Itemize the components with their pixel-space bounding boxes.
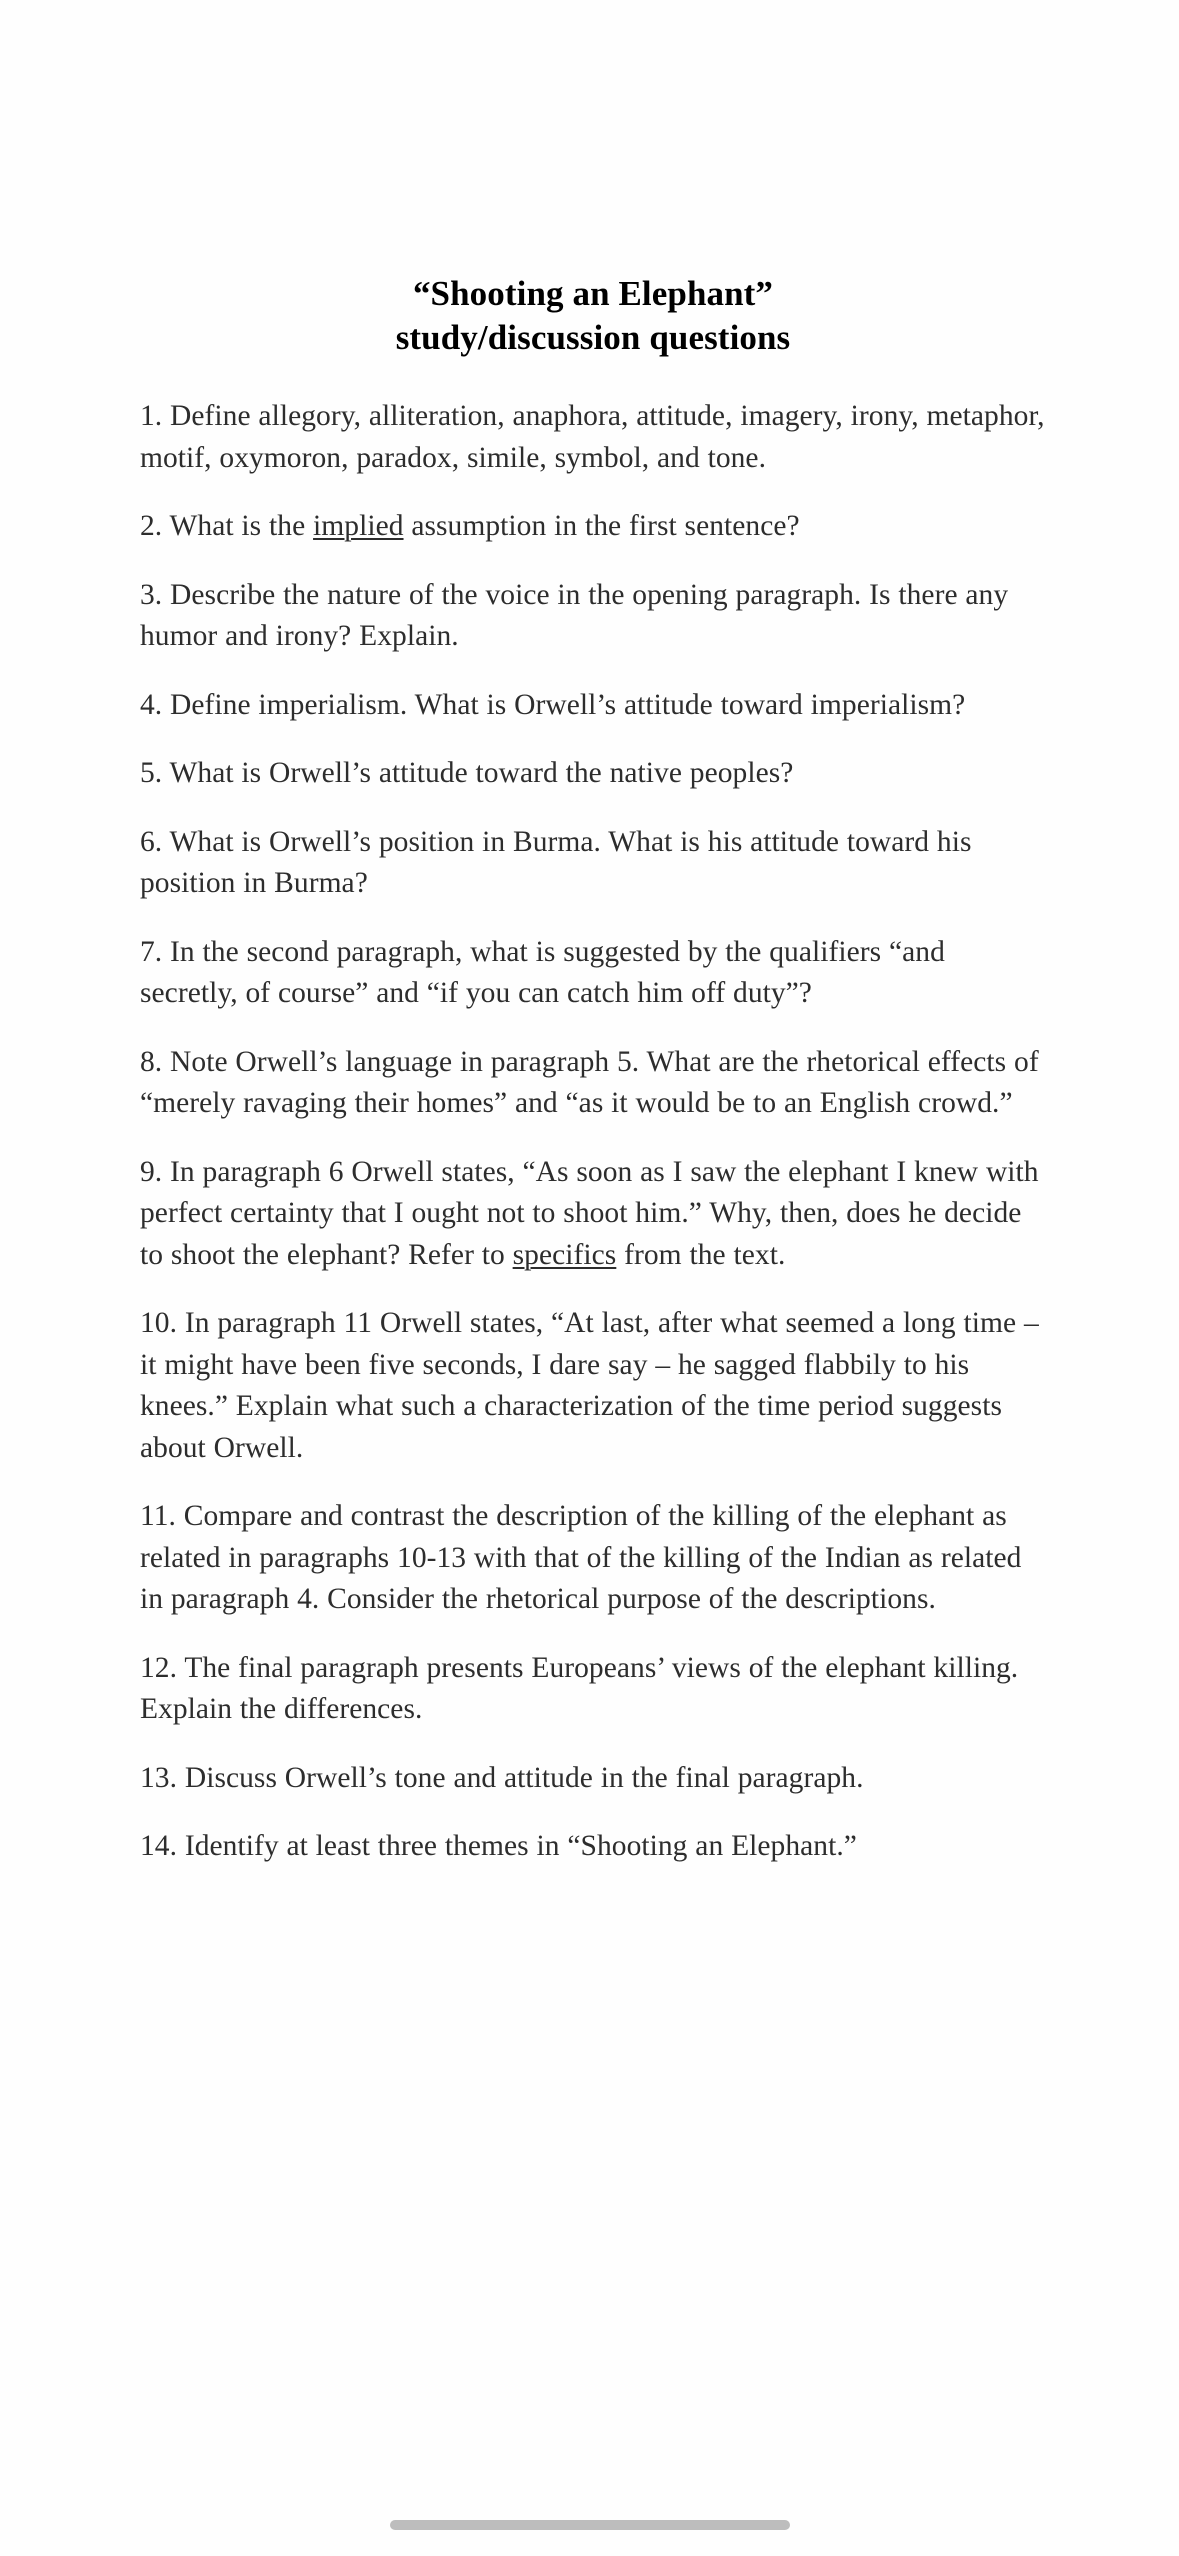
home-indicator-area	[0, 2486, 1179, 2556]
question-item: 13. Discuss Orwell’s tone and attitude in the final paragraph.	[140, 1761, 864, 1794]
document-body	[140, 0, 1046, 1868]
page-title-line-2: study/discussion questions	[395, 318, 791, 357]
question-item: 2. What is the implied assumption in the first sentence?	[140, 510, 800, 542]
question-item: 6. What is Orwell’s position in Burma. What is his attitude toward his position in Burma?	[140, 825, 972, 899]
question-item: 14. Identify at least three themes in “Shooting an Elephant.”	[140, 1830, 857, 1862]
home-indicator[interactable]	[390, 2520, 790, 2530]
question-item: 7. In the second paragraph, what is suggested by the qualifiers “and secretly, of course” and “if you can catch him off duty”?	[140, 935, 945, 1009]
page-title-line-1: “Shooting an Elephant”	[412, 274, 774, 313]
question-item: 4. Define imperialism. What is Orwell’s attitude toward imperialism?	[140, 688, 966, 721]
question-list	[140, 396, 1046, 1868]
question-item: 8. Note Orwell’s language in paragraph 5. What are the rhetorical effects of “merely ravaging their homes” and “as it would be to an English crowd.”	[140, 1045, 1039, 1119]
question-item: 5. What is Orwell’s attitude toward the native peoples?	[140, 757, 794, 789]
question-item: 3. Describe the nature of the voice in the opening paragraph. Is there any humor and irony? Explain.	[140, 578, 1009, 652]
question-item: 1. Define allegory, alliteration, anaphora, attitude, imagery, irony, metaphor, motif, oxymoron, paradox, simile, symbol, and tone.	[140, 400, 1045, 474]
page-title	[140, 0, 1046, 360]
question-item: 11. Compare and contrast the description of the killing of the elephant as related in paragraphs 10-13 with that of the killing of the Indian as related in paragraph 4. Consider the rhetorical purpose of the descriptions.	[140, 1500, 1022, 1615]
question-item: 9. In paragraph 6 Orwell states, “As soon as I saw the elephant I knew with perfect certainty that I ought not to shoot him.” Why, then, does he decide to shoot the elephant? Refer to specifics from the text.	[140, 1155, 1039, 1271]
question-item: 10. In paragraph 11 Orwell states, “At last, after what seemed a long time – it might have been five seconds, I dare say – he sagged flabbily to his knees.” Explain what such a characterization of the time period suggests about Orwell.	[140, 1307, 1039, 1464]
question-item: 12. The final paragraph presents Europeans’ views of the elephant killing. Explain the differences.	[140, 1651, 1019, 1725]
